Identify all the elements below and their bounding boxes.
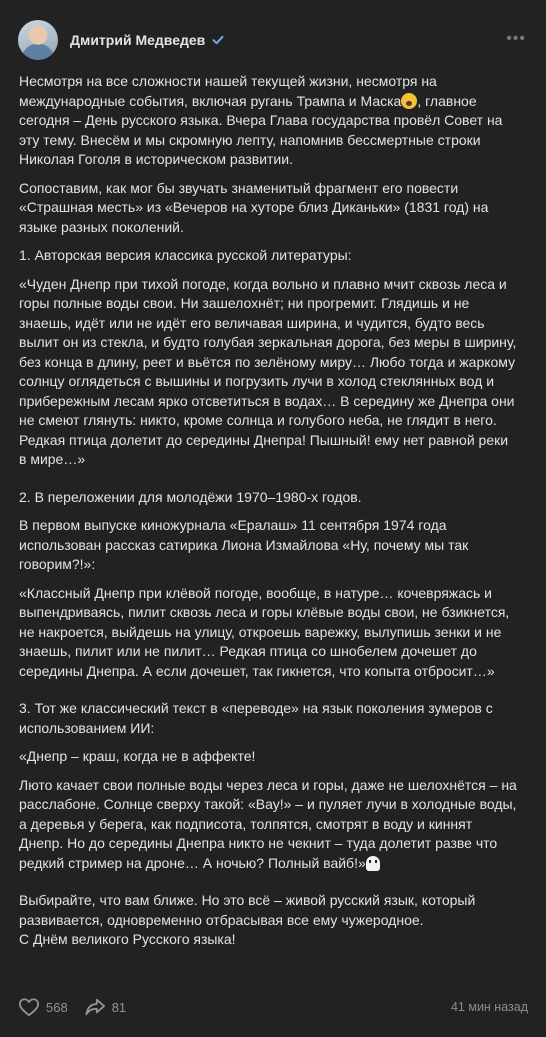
post-text — [19, 72, 519, 950]
paragraph: Сопоставим, как мог бы звучать знаменитый фрагмент его повести «Страшная месть» из «Вечеров на хуторе близ Диканьки» (1831 год) на языке разных поколений. — [19, 179, 489, 235]
paragraph: 2. В переложении для молодёжи 1970–1980-х годов. — [19, 488, 362, 505]
paragraph: Люто качает свои полные воды через леса и горы, даже не шелохнётся – на расслабоне. Солнце сверху такой: «Вау!» – и пуляет лучи в холодные воды, а деревья у берега, как подписота, толпятся, смотрят в воду и киннят Днепр. Но до середины Днепра никто не чекнит – туда долетит разве что редкий стример на дроне… А ночью? Полный вайб!» — [19, 776, 517, 871]
post-time[interactable]: 41 мин назад — [450, 1000, 528, 1014]
heart-icon — [18, 997, 40, 1017]
paragraph: Несмотря на все сложности нашей текущей жизни, несмотря на международные события, включая ругань Трампа и Маска , главное сегодня – День русского языка. Вчера Глава государства провёл Совет на эту тему. Внесём и мы скромную лепту, напомнив бессмертные строки Николая Гоголя в историческом развитии. — [19, 73, 503, 167]
share-button[interactable] — [84, 997, 126, 1017]
paragraph: «Классный Днепр при клёвой погоде, вообще, в натуре… кочевряжась и выпендриваясь, пилит сквозь леса и горы клёвые воды свои, не бзикнется, не накроется, выйдешь на улицу, откроешь варежку, вылупишь зенки и не знаешь, пилит или не пилит… Редкая птица со шнобелем дочешет до середины Днепра. А если дочешет, так гикнется, что копыта отбросит…» — [19, 584, 510, 679]
share-arrow-icon — [84, 997, 106, 1017]
like-count: 568 — [46, 999, 68, 1015]
paragraph: 1. Авторская версия классика русской литературы: — [19, 247, 352, 263]
post-header — [18, 20, 528, 60]
paragraph: «Чуден Днепр при тихой погоде, когда вольно и плавно мчит сквозь леса и горы полные воды свои. Ни зашелохнёт; ни прогремит. Глядишь и не знаешь, идёт или не идёт его величавая ширина, и чудится, будто весь вылит он из стекла, и будто голубая зеркальная дорога, без меры в ширину, без конца в длину, реет и вьётся по зелёному миру… Любо тогда и жаркому солнцу оглядеться с вышины и погрузить лучи в холод стеклянных вод и прибережным лесам ярко отсветиться в водах… В середину же Днепра они не смеют глянуть: никто, кроме солнца и голубого неба, не глядит в него. Редкая птица долетит до середины Днепра! Пышный! ему нет равной реки в мире…» — [19, 275, 517, 467]
ghost-emoji-icon — [366, 856, 380, 871]
author-name[interactable]: Дмитрий Медведев — [70, 32, 206, 48]
scream-emoji-icon — [401, 93, 417, 109]
paragraph: 3. Тот же классический текст в «переводе» на язык поколения зумеров с использованием ИИ: — [19, 700, 493, 736]
avatar[interactable] — [18, 20, 58, 60]
paragraph: В первом выпуске киножурнала «Ералаш» 11 сентября 1974 года использован рассказ сатирика Лиона Измайлова «Ну, почему мы так говорим?!»: — [19, 517, 469, 572]
more-dots-icon[interactable]: ••• — [506, 30, 526, 47]
share-count: 81 — [111, 999, 127, 1015]
paragraph: «Днепр – краш, когда не в аффекте! — [19, 748, 256, 764]
verified-check-icon — [211, 33, 225, 47]
paragraph: Выбирайте, что вам ближе. Но это всё – живой русский язык, который развивается, одновременно отбрасывая все ему чужеродное. С Днём великого Русского языка! — [19, 892, 476, 947]
like-button[interactable] — [18, 997, 68, 1017]
post-footer — [18, 994, 528, 1020]
